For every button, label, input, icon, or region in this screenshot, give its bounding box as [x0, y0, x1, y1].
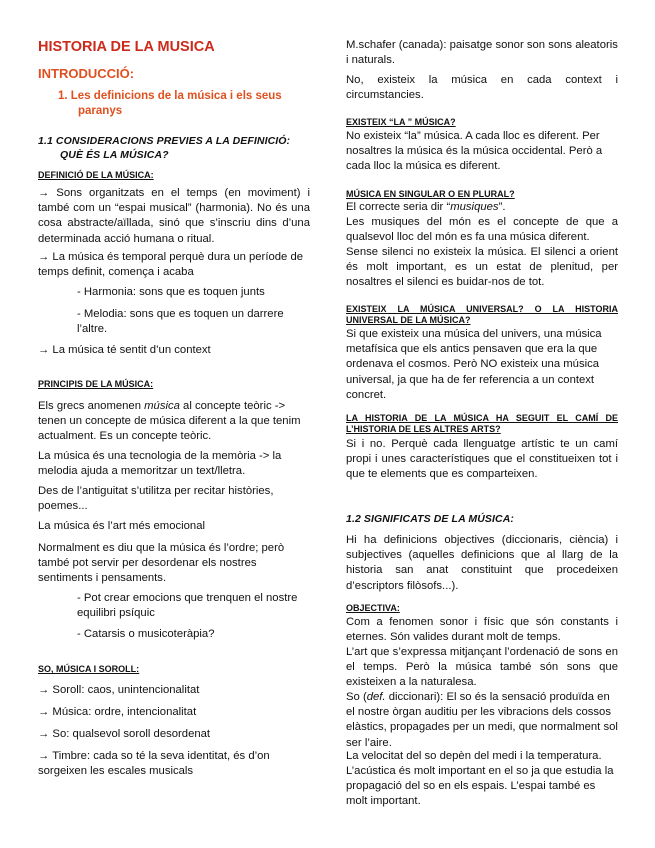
objective-paragraph-5: L’acústica és molt important en el so ja que estudia la propagació del so en els espais. L’espai també es molt important.	[346, 765, 614, 808]
subsection-1-1-heading: 1.1 CONSIDERACIONS PREVIES A LA DEFINICIÓ: QUÈ ÉS LA MÚSICA?	[38, 135, 291, 161]
la-musica-heading: EXISTEIX “LA ” MÚSICA?	[346, 117, 456, 127]
objective-paragraph-2: L’art que s’expressa mitjançant l’ordenació de sons en el temps. Però la música també són sons que existeixen a la naturalesa.	[346, 646, 618, 689]
principles-paragraph-4: La música és l’art més emocional	[38, 520, 206, 532]
principles-paragraph-1: Els grecs anomenen música al concepte teòric -> tenen un concepte de música diferent a la que tenim actualment. Es un concepte teòric.	[38, 400, 301, 443]
singular-plural-heading: MÚSICA EN SINGULAR O EN PLURAL?	[346, 189, 515, 199]
emotions-bullet: - Pot crear emocions que trenquen el nostre equilibri psíquic	[77, 592, 298, 620]
section-1-heading: 1. Les definicions de la música i els seus paranys	[58, 90, 282, 117]
history-other-arts-paragraph: Si i no. Perquè cada llenguatge artístic te un camí propi i unes característiques que el constitueixen tot i que te elements que es comparteixen.	[346, 438, 618, 481]
principles-paragraph-3: Des de l’antiguitat s’utilitza per recitar històries, poemes...	[38, 485, 274, 513]
sound-item: → So: qualsevol soroll desordenat	[38, 728, 211, 740]
definition-paragraph-2: → La música és temporal perquè dura un període de temps definit, comença i acaba	[38, 251, 304, 279]
noise-item: → Soroll: caos, unintencionalitat	[38, 684, 200, 696]
singular-plural-paragraph-3: Sense silenci no existeix la música. El silenci a orient és molt important, es un estat de plenitud, per nosaltres el silenci es buidar-nos de tot.	[346, 246, 618, 289]
singular-plural-paragraph-1: El correcte seria dir “musiques”.	[346, 201, 506, 213]
objective-paragraph-3: So (def. diccionari): El so és la sensació produïda en el nostre òrgan auditiu per les vibracions dels cossos elàstics, propagades per un medi, que normalment sol ser l’aire.	[346, 691, 618, 749]
music-item: → Música: ordre, intencionalitat	[38, 706, 197, 718]
definition-paragraph-1: → Sons organitzats en el temps (en moviment) i també com un “espai musical” (harmonia). No és una cosa abstracte/aïllada, sinó que s’inscriu dins d’una determinada acció humana o ritual.	[38, 187, 310, 245]
principles-heading: PRINCIPIS DE LA MÚSICA:	[38, 379, 154, 389]
singular-plural-paragraph-2: Les musiques del món es el concepte de que a qualsevol lloc del món es fa una música diferent.	[346, 216, 618, 244]
history-other-arts-heading: LA HISTORIA DE LA MÚSICA HA SEGUIT EL CAMÍ DE L’HISTORIA DE LES ALTRES ARTS?	[346, 413, 618, 434]
principles-paragraph-5: Normalment es diu que la música és l’ordre; però també pot servir per desordenar els nostres sentiments i pensaments.	[38, 542, 285, 585]
objective-paragraph-1: Com a fenomen sonor i físic que són constants i eternes. Són valides durant molt de temps.	[346, 616, 618, 644]
melody-bullet: - Melodia: sons que es toquen un darrere l’altre.	[77, 308, 284, 336]
principles-paragraph-2: La música és una tecnologia de la memòria -> la melodia ajuda a memoritzar un text/lletra.	[38, 450, 282, 478]
context-paragraph: No, existeix la música en cada context i circumstancies.	[346, 74, 618, 102]
definition-paragraph-3: → La música té sentit d’un context	[38, 344, 211, 356]
subsection-1-2-heading: 1.2 SIGNIFICATS DE LA MÚSICA:	[346, 513, 514, 525]
universal-music-heading: EXISTEIX LA MÚSICA UNIVERSAL? O LA HISTORIA UNIVERSAL DE LA MÚSICA?	[346, 304, 618, 325]
sound-music-noise-heading: SO, MÚSICA I SOROLL:	[38, 664, 140, 674]
la-musica-paragraph: No existeix “la” música. A cada lloc es diferent. Per nosaltres la música és la música occidental. Però a cada lloc la música es diferent.	[346, 130, 603, 173]
universal-music-paragraph: Si que existeix una música del univers, una música metafísica que els antics pensaven que era la que ordenava el cosmos. Però NO existeix una música universal, ja que ha de fer referencia a un context concret.	[346, 328, 602, 401]
page-title: HISTORIA DE LA MUSICA	[38, 39, 215, 55]
timbre-item: → Timbre: cada so té la seva identitat, és d’on sorgeixen les escales musicals	[38, 750, 270, 778]
harmony-bullet: - Harmonia: sons que es toquen junts	[77, 286, 265, 298]
meanings-paragraph: Hi ha definicions objectives (diccionaris, ciència) i subjectives (aquelles definicions que al llarg de la historia san anat constituint que procedeixen d’escriptors filòsofs...).	[346, 534, 618, 592]
objective-paragraph-4: La velocitat del so depèn del medi i la temperatura.	[346, 750, 602, 762]
catharsis-bullet: - Catarsis o musicoteràpia?	[77, 628, 215, 640]
intro-heading: INTRODUCCIÓ:	[38, 66, 135, 81]
schafer-paragraph: M.schafer (canada): paisatge sonor son sons aleatoris i naturals.	[346, 39, 618, 67]
definition-heading: DEFINICIÓ DE LA MÚSICA:	[38, 170, 154, 180]
objective-heading: OBJECTIVA:	[346, 603, 400, 613]
